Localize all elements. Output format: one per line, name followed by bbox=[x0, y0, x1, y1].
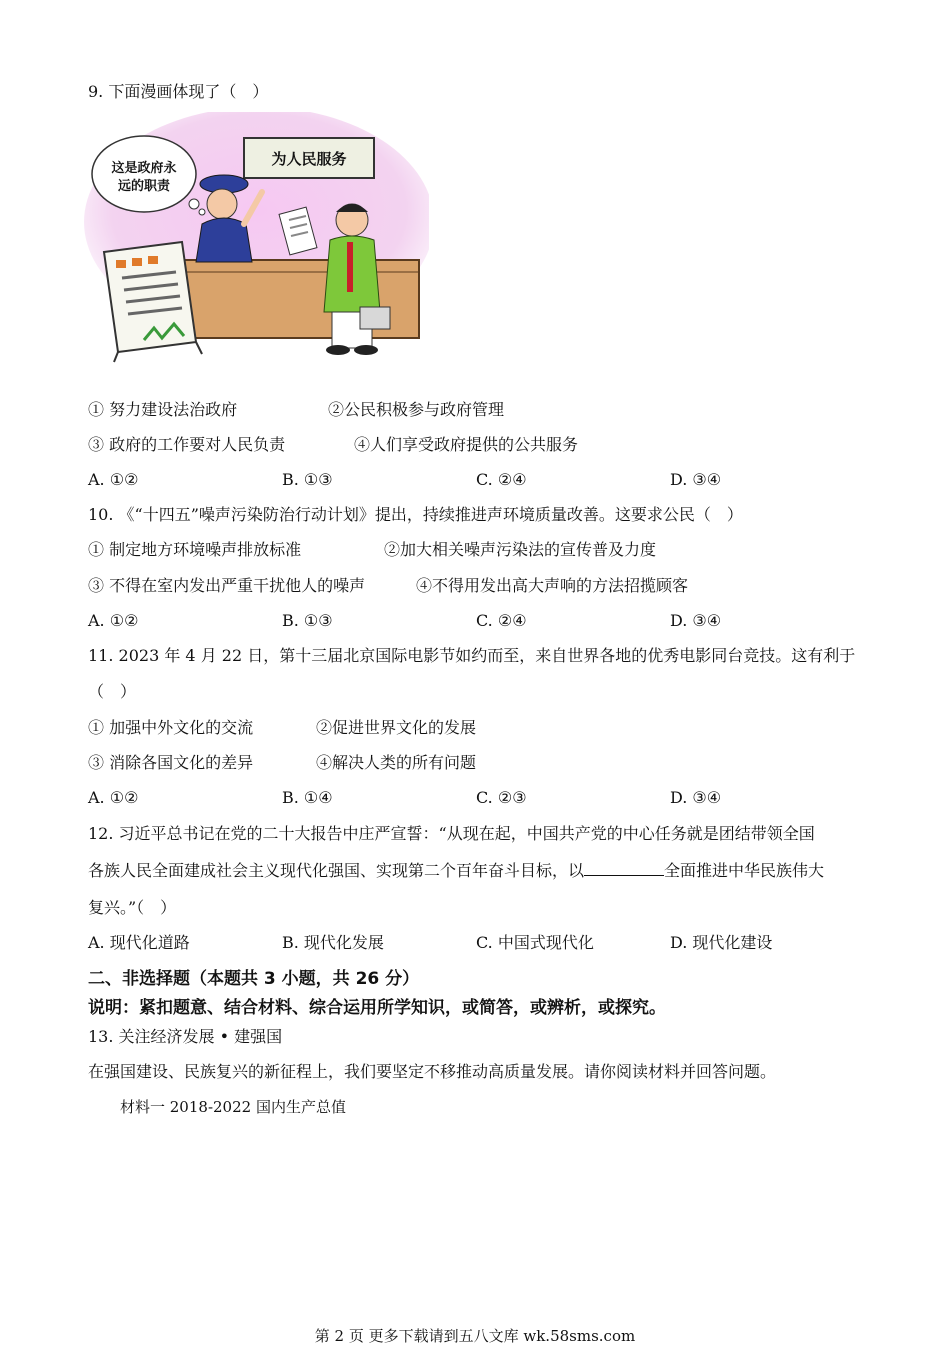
q11-item-2: ②促进世界文化的发展 bbox=[316, 718, 477, 737]
bubble-line-2: 远的职责 bbox=[117, 179, 171, 194]
q9-option-c: C. ②④ bbox=[476, 470, 527, 489]
q9-item-1: ① 努力建设法治政府 bbox=[88, 400, 238, 419]
section-2-note: 说明：紧扣题意、结合材料、综合运用所学知识，或简答，或辨析，或探究。 bbox=[88, 998, 666, 1018]
q12-option-d: D. 现代化建设 bbox=[670, 933, 773, 952]
q11-item-4: ④解决人类的所有问题 bbox=[316, 753, 477, 772]
q13-material-1-caption: 材料一 2018-2022 国内生产总值 bbox=[120, 1098, 346, 1116]
q10-stem: 10. 《“十四五”噪声污染防治行动计划》提出，持续推进声环境质量改善。这要求公民（ ） bbox=[88, 505, 743, 524]
section-2-heading: 二、非选择题（本题共 3 小题，共 26 分） bbox=[88, 969, 420, 989]
q13-title: 13. 关注经济发展 • 建强国 bbox=[88, 1027, 283, 1046]
q11-option-d: D. ③④ bbox=[670, 788, 722, 807]
q10-option-a: A. ①② bbox=[88, 611, 139, 630]
q9-stem: 9. 下面漫画体现了（ ） bbox=[88, 82, 269, 101]
q12-option-c: C. 中国式现代化 bbox=[476, 933, 594, 952]
q11-item-1: ① 加强中外文化的交流 bbox=[88, 718, 254, 737]
q12-option-a: A. 现代化道路 bbox=[88, 933, 190, 952]
sign-text: 为人民服务 bbox=[271, 150, 347, 168]
q11-stem-line-1: 11. 2023 年 4 月 22 日，第十三届北京国际电影节如约而至，来自世界各地的优秀电影同台竞技。这有利于 bbox=[88, 646, 856, 665]
q10-item-1: ① 制定地方环境噪声排放标准 bbox=[88, 540, 302, 559]
fill-in-blank bbox=[584, 861, 664, 876]
q12-option-b: B. 现代化发展 bbox=[282, 933, 384, 952]
q11-stem-line-2: （ ） bbox=[88, 682, 137, 701]
q10-item-4: ④不得用发出高大声响的方法招揽顾客 bbox=[416, 576, 689, 595]
q9-item-2: ②公民积极参与政府管理 bbox=[328, 400, 505, 419]
q12-line-2-part-a: 各族人民全面建成社会主义现代化强国、实现第二个百年奋斗目标，以 bbox=[88, 861, 585, 880]
q9-option-a: A. ①② bbox=[88, 470, 139, 489]
cartoon-illustration bbox=[84, 112, 429, 364]
q9-option-d: D. ③④ bbox=[670, 470, 722, 489]
bubble-line-1: 这是政府永 bbox=[111, 161, 177, 176]
q11-item-3: ③ 消除各国文化的差异 bbox=[88, 753, 254, 772]
page-footer: 第 2 页 更多下载请到五八文库 wk.58sms.com bbox=[314, 1327, 636, 1345]
q9-item-4: ④人们享受政府提供的公共服务 bbox=[354, 435, 579, 454]
q11-option-c: C. ②③ bbox=[476, 788, 527, 807]
q10-item-3: ③ 不得在室内发出严重干扰他人的噪声 bbox=[88, 576, 366, 595]
q13-intro: 在强国建设、民族复兴的新征程上，我们要坚定不移推动高质量发展。请你阅读材料并回答问题。 bbox=[88, 1062, 777, 1081]
q12-line-3: 复兴。”（ ） bbox=[88, 898, 177, 917]
q12-line-2-part-b: 全面推进中华民族伟大 bbox=[664, 861, 825, 880]
q9-option-b: B. ①③ bbox=[282, 470, 333, 489]
q9-item-3: ③ 政府的工作要对人民负责 bbox=[88, 435, 286, 454]
q11-option-a: A. ①② bbox=[88, 788, 139, 807]
q11-option-b: B. ①④ bbox=[282, 788, 333, 807]
q10-option-c: C. ②④ bbox=[476, 611, 527, 630]
q10-item-2: ②加大相关噪声污染法的宣传普及力度 bbox=[384, 540, 657, 559]
q12-line-2 bbox=[88, 861, 824, 881]
q12-line-1: 12. 习近平总书记在党的二十大报告中庄严宣誓：“从现在起，中国共产党的中心任务就是团结带领全国 bbox=[88, 824, 815, 843]
q10-option-b: B. ①③ bbox=[282, 611, 333, 630]
q10-option-d: D. ③④ bbox=[670, 611, 722, 630]
